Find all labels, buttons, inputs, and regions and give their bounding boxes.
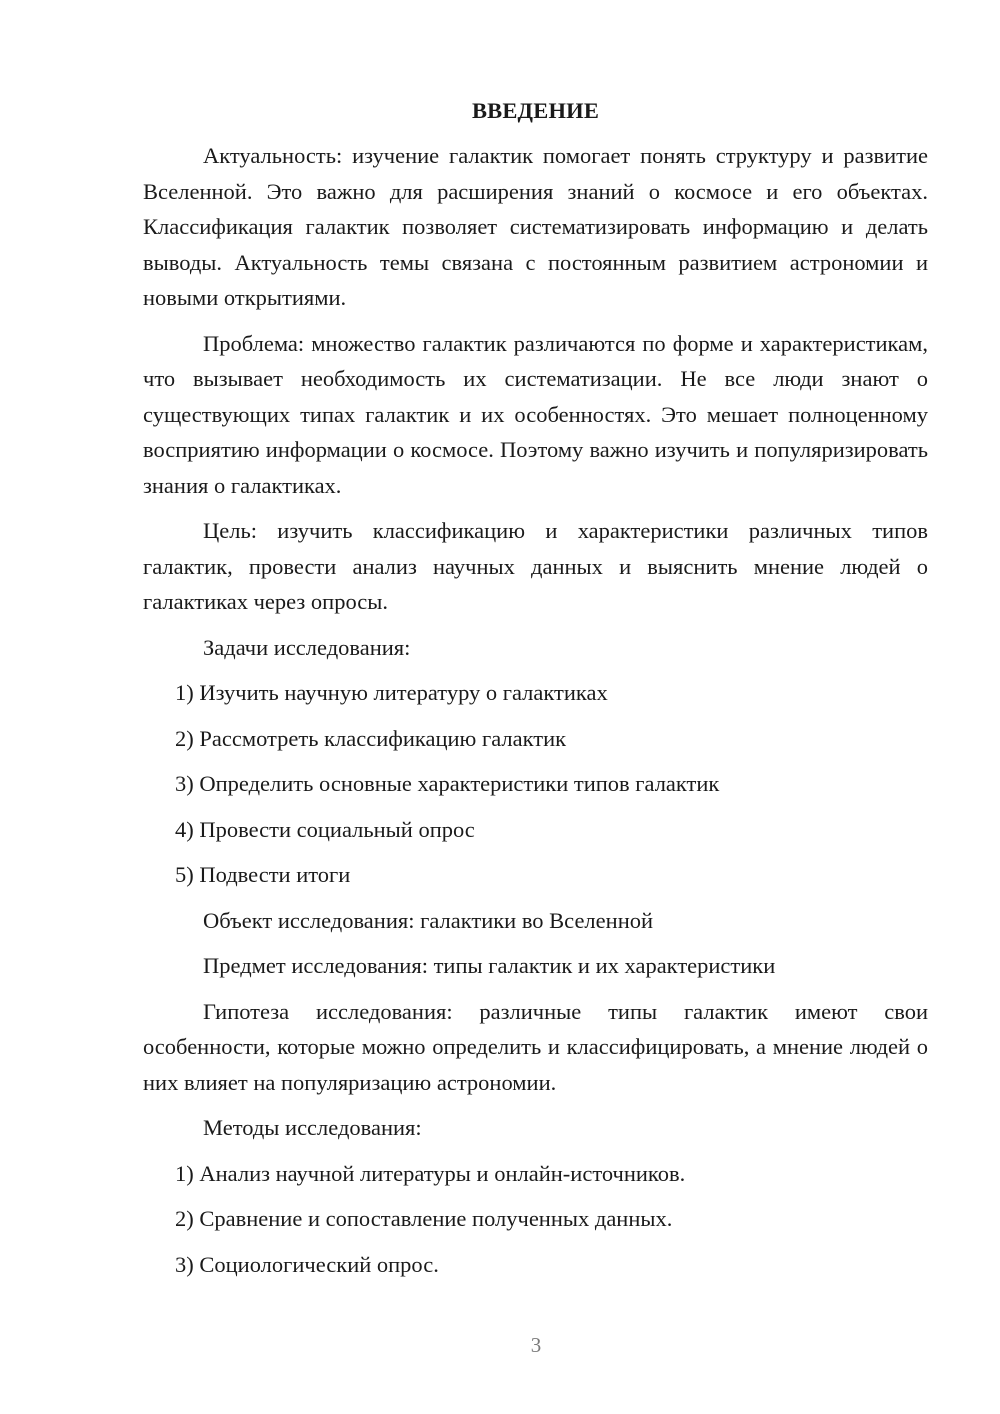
list-item: 3) Социологический опрос. <box>175 1251 439 1277</box>
problem-paragraph: Проблема: множество галактик различаются по форме и характеристикам, что вызывает необходимость их систематизации. Не все люди знают о существующих типах галактик и их особенностях. Это мешает полноценному восприятию информации о космосе. Поэтому важно изучить и популяризировать знания о галактиках. <box>143 330 928 498</box>
list-item: 1) Анализ научной литературы и онлайн-источников. <box>175 1160 686 1186</box>
list-item: 4) Провести социальный опрос <box>175 816 475 842</box>
page-content <box>143 94 928 1292</box>
methods-list <box>143 1156 928 1283</box>
page-title: ВВЕДЕНИЕ <box>471 98 600 123</box>
tasks-heading: Задачи исследования: <box>203 634 411 660</box>
research-subject: Предмет исследования: типы галактик и их характеристики <box>203 953 776 978</box>
hypothesis-paragraph: Гипотеза исследования: различные типы галактик имеют свои особенности, которые можно определить и классифицировать, а мнение людей о них влияет на популяризацию астрономии. <box>143 998 928 1095</box>
list-item: 2) Сравнение и сопоставление полученных данных. <box>175 1206 673 1231</box>
goal-paragraph: Цель: изучить классификацию и характеристики различных типов галактик, провести анализ научных данных и выяснить мнение людей о галактиках через опросы. <box>143 518 928 614</box>
list-item: 1) Изучить научную литературу о галактиках <box>175 680 608 705</box>
tasks-list <box>143 675 928 893</box>
methods-heading: Методы исследования: <box>203 1115 422 1140</box>
list-item: 3) Определить основные характеристики типов галактик <box>175 771 720 796</box>
research-object: Объект исследования: галактики во Вселенной <box>203 907 654 933</box>
list-item: 5) Подвести итоги <box>175 862 351 887</box>
page-number: 3 <box>530 1333 542 1357</box>
list-item: 2) Рассмотреть классификацию галактик <box>175 725 567 751</box>
relevance-paragraph: Актуальность: изучение галактик помогает понять структуру и развитие Вселенной. Это важно для расширения знаний о космосе и его объектах. Классификация галактик позволяет систематизировать информацию и делать выводы. Актуальность темы связана с постоянным развитием астрономии и новыми открытиями. <box>143 143 928 310</box>
